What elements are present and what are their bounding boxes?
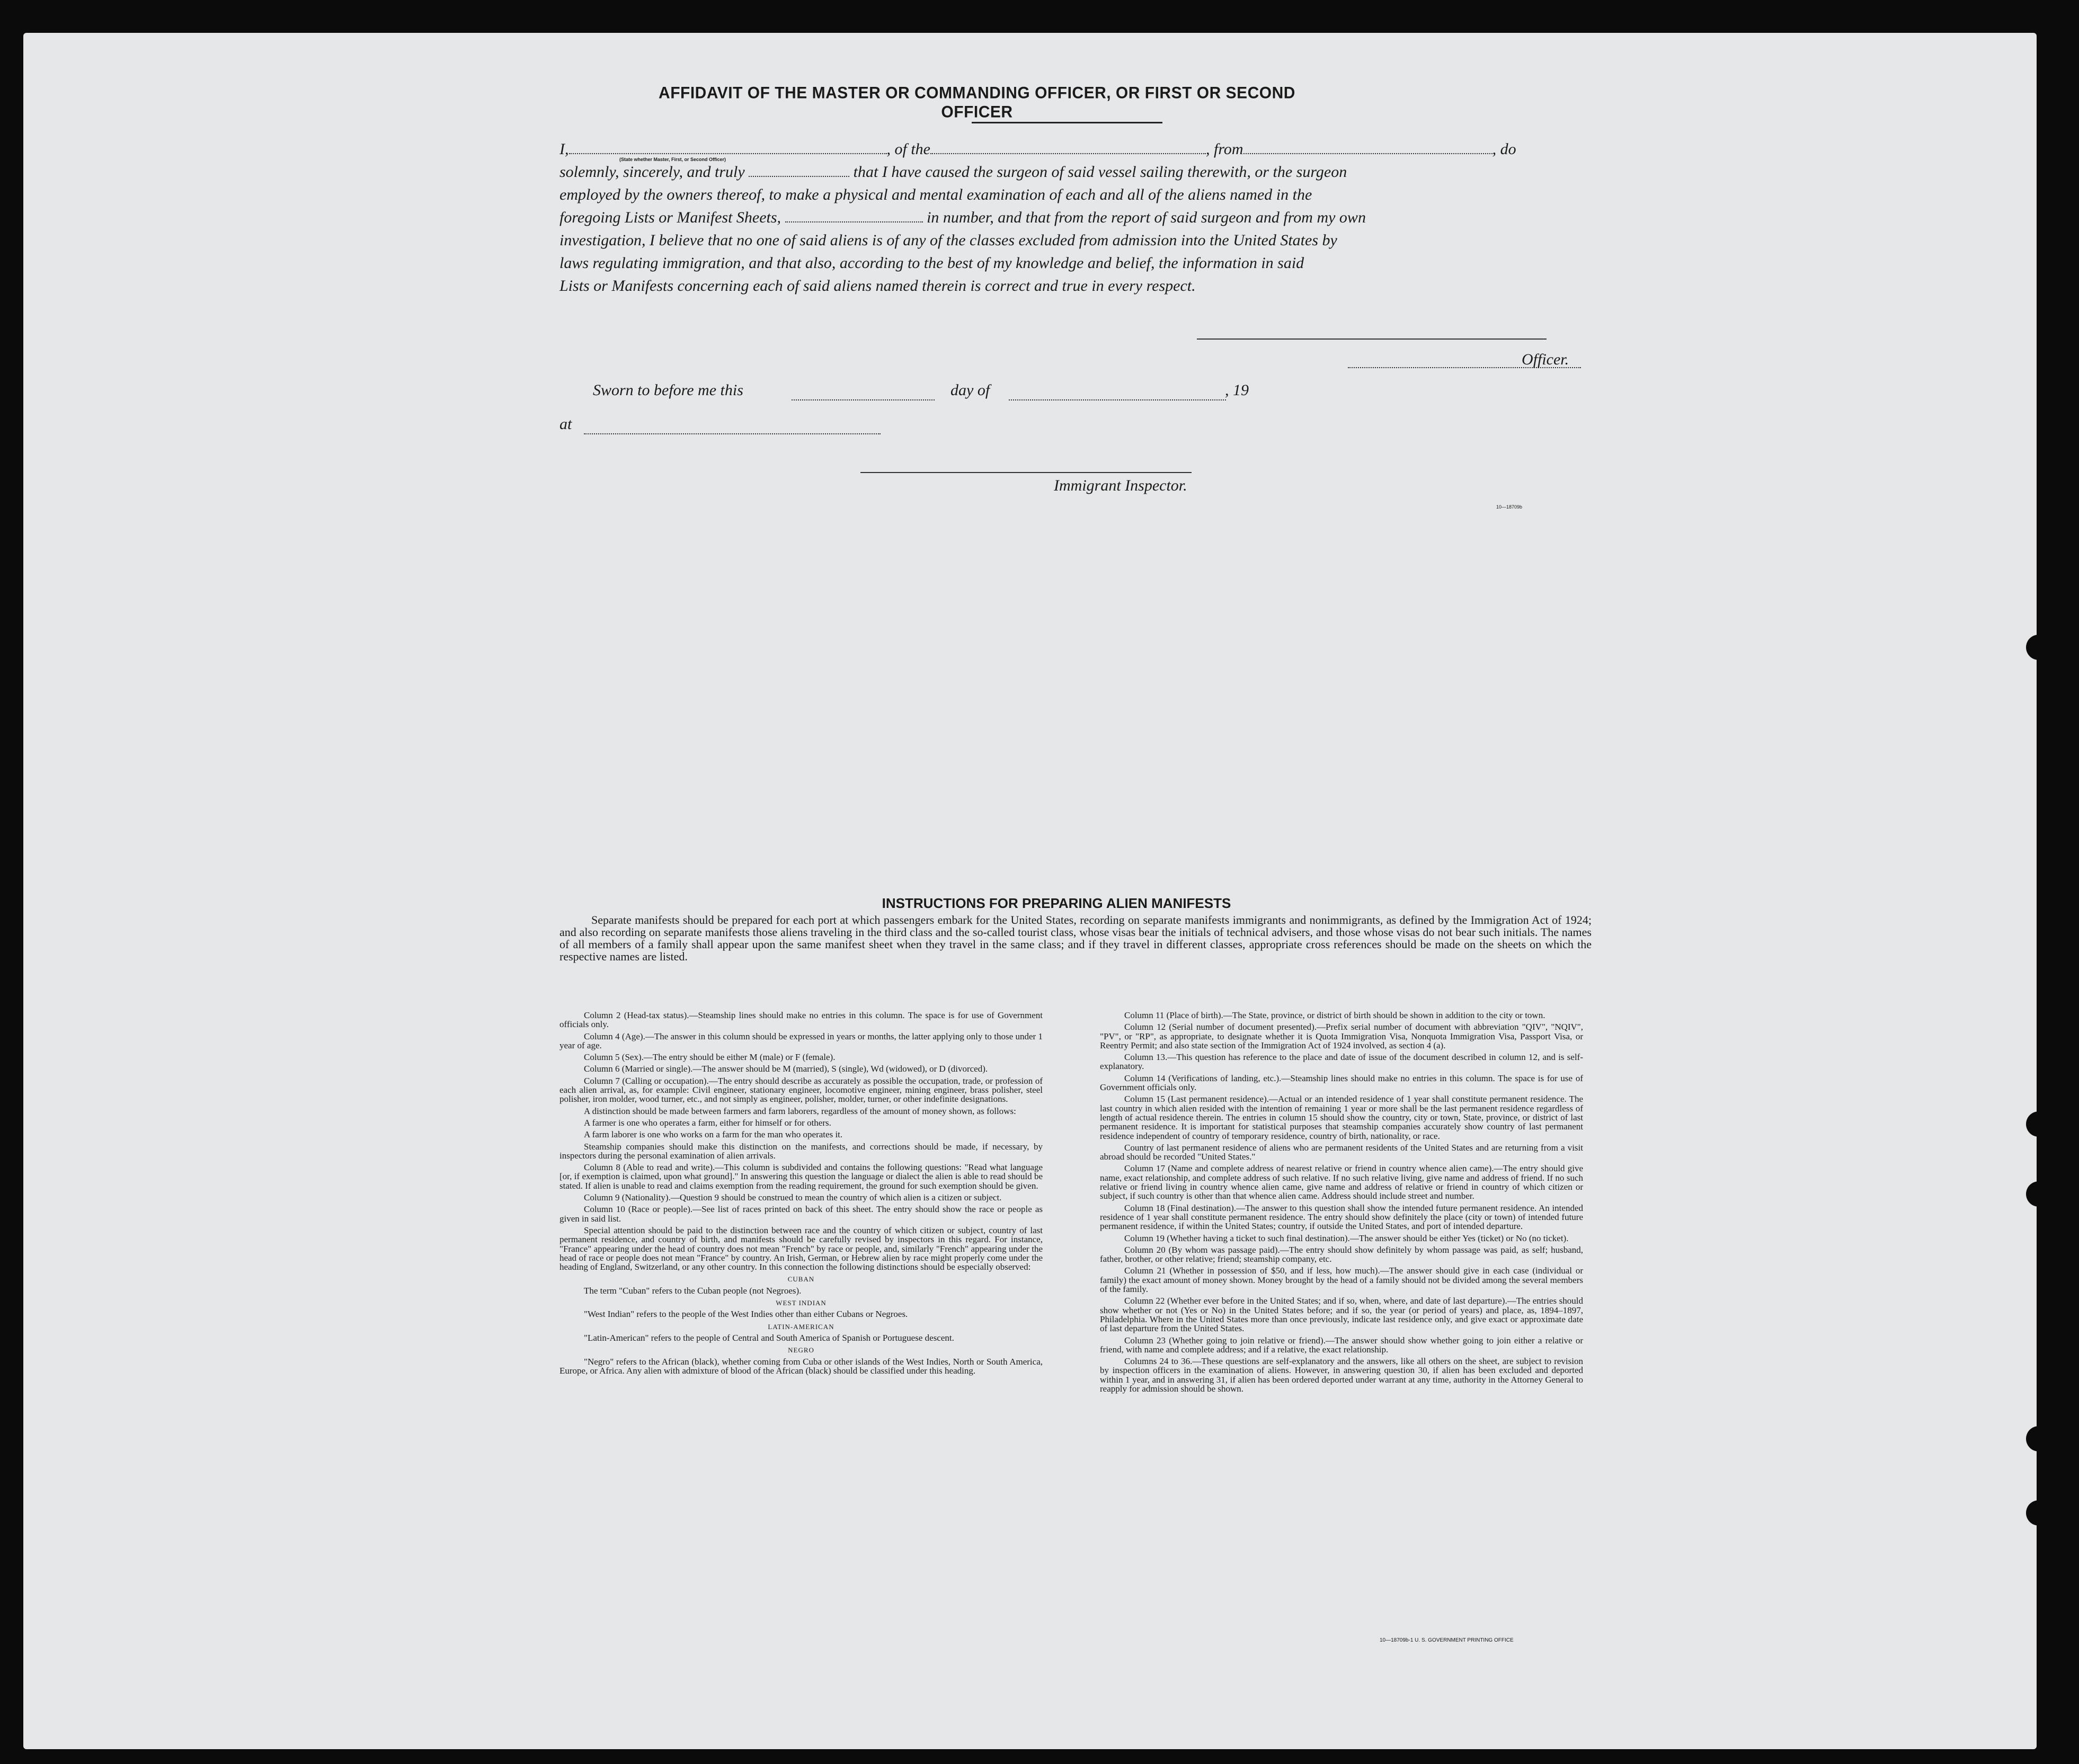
negro-heading: NEGRO (788, 1346, 814, 1355)
affidavit-in-number: in number, and that from the report of said surgeon and from my own (927, 209, 1366, 226)
instruction-paragraph: Column 23 (Whether going to join relative or friend).—The answer should show whether going to join either a relative or friend, with name and complete address; and if a relative, the exact relationship. (1100, 1335, 1583, 1355)
latin-american-definition: "Latin-American" refers to the people of Central and South America of Spanish or Portuguese descent. (584, 1332, 954, 1343)
year-prefix: , 19 (1225, 381, 1249, 399)
affidavit-line-3 (559, 183, 1592, 206)
instruction-paragraph: A farm laborer is one who works on a farm for the man who operates it. (584, 1129, 843, 1140)
instruction-paragraph: Column 15 (Last permanent residence).—Actual or an intended residence of 1 year shall constitute permanent residence. The last country in which alien resided with the intention of remaining 1 year or more shall be the last permanent residence regardless of length of actual residence therein. The entries in column 15 should show the country, city or town, State, province, or district of last permanent residence. It is important for statistical purposes that steamship companies accurately show country of last permanent residence independent of country of temporary residence, country of birth, nationality, or race. (1100, 1094, 1583, 1141)
officer-label: Officer. (1522, 351, 1569, 368)
negro-definition: "Negro" refers to the African (black), whether coming from Cuba or other islands of the West Indies, North or South America, Europe, or Africa. Any alien with admixture of blood of the African (black) should be classified under this heading. (559, 1356, 1043, 1376)
instruction-paragraph: A distinction should be made between farmers and farm laborers, regardless of the amount of money shown, as follows: (584, 1106, 1016, 1116)
instruction-paragraph: Column 9 (Nationality).—Question 9 should be construed to mean the country of which alien is a citizen or subject. (584, 1192, 1002, 1203)
instruction-paragraph: Column 19 (Whether having a ticket to such final destination).—The answer should be either Yes (ticket) or No (no ticket). (1124, 1233, 1569, 1243)
affidavit-line-6 (559, 252, 1592, 274)
affidavit-surgeon: that I have caused the surgeon of said vessel sailing therewith, or the surgeon (853, 163, 1347, 181)
affidavit-text: investigation, I believe that no one of said aliens is of any of the classes excluded from admission into the United States by (559, 231, 1337, 249)
inspector-label: Immigrant Inspector. (1054, 477, 1187, 494)
sworn-text: Sworn to before me this (593, 381, 743, 399)
latin-american-heading: LATIN-AMERICAN (768, 1322, 834, 1331)
binder-hole (2026, 1426, 2037, 1451)
affidavit-solemnly: solemnly, sincerely, and truly (559, 163, 745, 181)
inspector-signature-line[interactable] (860, 472, 1192, 473)
day-of-text: day of (950, 381, 990, 399)
instruction-paragraph: Column 11 (Place of birth).—The State, province, or district of birth should be shown in addition to the city or town. (1124, 1010, 1545, 1020)
binder-hole (2026, 635, 2037, 660)
cuban-definition: The term "Cuban" refers to the Cuban people (not Negroes). (584, 1285, 802, 1296)
instruction-paragraph: Column 4 (Age).—The answer in this column should be expressed in years or months, the latter applying only to those under 1 year of age. (559, 1031, 1043, 1050)
instruction-paragraph: Column 6 (Married or single).—The answer should be M (married), S (single), Wd (widowed), or D (divorced). (584, 1064, 988, 1074)
instruction-paragraph: Column 12 (Serial number of document presented).—Prefix serial number of document with abbreviation "QIV", "NQIV", "PV", or "RP", as appropriate, to designate whether it is Quota Immigration Visa, Nonquota Immigration Visa, Passport Visa, or Reentry Permit; and also state section of the Immigration Act of 1924 involved, as section 4 (a). (1100, 1022, 1583, 1050)
affidavit-from: , from (1206, 140, 1243, 158)
affidavit-do: , do (1492, 140, 1516, 158)
affidavit-title: AFFIDAVIT OF THE MASTER OR COMMANDING OFFICER, OR FIRST OR SECOND OFFICER (659, 84, 1295, 121)
instruction-paragraph: A farmer is one who operates a farm, either for himself or for others. (584, 1117, 831, 1128)
affidavit-line-4 (559, 206, 1592, 229)
west-indian-heading: WEST INDIAN (776, 1299, 827, 1307)
sworn-day-blank[interactable] (792, 387, 935, 400)
instruction-paragraph: Country of last permanent residence of aliens who are permanent residents of the United States and are returning from a visit abroad should be recorded "United States." (1100, 1142, 1583, 1162)
swear-affirm-blank[interactable] (749, 163, 849, 177)
form-number: 10—18709b (1496, 504, 1523, 510)
instructions-title: INSTRUCTIONS FOR PREPARING ALIEN MANIFESTS (882, 895, 1231, 911)
document-sheet (23, 33, 2037, 1749)
affidavit-text: Lists or Manifests concerning each of said aliens named therein is correct and true in every respect. (559, 277, 1196, 295)
instruction-paragraph: Column 10 (Race or people).—See list of races printed on back of this sheet. The entry should show the race or people as given in said list. (559, 1204, 1043, 1224)
affidavit-foregoing: foregoing Lists or Manifest Sheets, (559, 209, 781, 226)
officer-name-blank[interactable] (569, 140, 887, 154)
binder-hole (2026, 1111, 2037, 1137)
affidavit-line-2 (559, 161, 1592, 183)
west-indian-definition: "West Indian" refers to the people of the West Indies other than either Cubans or Negroes. (584, 1309, 908, 1320)
officer-rank-note: (State whether Master, First, or Second Officer) (619, 157, 726, 162)
sworn-place-blank[interactable] (584, 421, 881, 434)
binder-hole (2026, 1500, 2037, 1526)
instruction-paragraph: Column 5 (Sex).—The entry should be either M (male) or F (female). (584, 1052, 836, 1063)
instruction-paragraph: Column 20 (By whom was passage paid).—The entry should show definitely by whom passage was paid, as self; husband, father, brother, or other relative; friend; steamship company, etc. (1100, 1244, 1583, 1264)
vessel-name-blank[interactable] (930, 140, 1206, 154)
instruction-paragraph: Column 22 (Whether ever before in the United States; and if so, when, where, and date of last departure).—The entries should show whether or not (Yes or No) in the United States before; and if so, the year (or period of years) and place, as, 1894–1897, Philadelphia. Where in the United States more than once previously, indicate last residence only, and give exact or approximate date of last departure from the United States. (1100, 1296, 1583, 1334)
binder-hole (2026, 1181, 2037, 1207)
instruction-paragraph: Steamship companies should make this distinction on the manifests, and corrections should be made, if necessary, by inspectors during the personal examination of alien arrivals. (559, 1141, 1043, 1161)
instruction-paragraph: Columns 24 to 36.—These questions are self-explanatory and the answers, like all others on the sheet, are subject to revision by inspection officers in the examination of aliens. However, in answering question 30, if alien has been excluded and deported within 1 year, and in answering 31, if alien has been ordered deported under warrant at any time, authority in the Attorney General to reapply for admission should be shown. (1100, 1356, 1583, 1394)
printing-office-footer: 10—18709b-1 U. S. GOVERNMENT PRINTING OFFICE (1380, 1637, 1514, 1643)
port-from-blank[interactable] (1243, 140, 1492, 154)
instruction-paragraph: Special attention should be paid to the distinction between race and the country of which citizen or subject, country of last permanent residence, and country of birth, and manifests should be carefully revised by inspectors in this regard. For instance, "France" appearing under the head of country does not mean "French" by race or people, and, similarly "French" appearing under the head of race or people does not mean "France" by country. An Irish, German, or Hebrew alien by race might properly come under the heading of England, Switzerland, or any other country. In this connection the following distinctions should be especially observed: (559, 1225, 1043, 1272)
affidavit-line-5 (559, 229, 1592, 252)
affidavit-body (559, 138, 1592, 297)
instruction-paragraph: Column 17 (Name and complete address of nearest relative or friend in country whence alien came).—The entry should give name, exact relationship, and complete address of such relative. If no such relative living, give name and address of friend. If no such relative or friend living in country whence alien came, give name and address of relative or friend in country of which citizen or subject, if such country is other than that whence alien came. Address should include street and number. (1100, 1163, 1583, 1201)
sheet-count-blank[interactable] (785, 209, 923, 222)
at-text: at (559, 415, 572, 433)
instructions-right-column (1100, 1011, 1583, 1396)
sworn-month-blank[interactable] (1009, 387, 1226, 400)
affidavit-text: laws regulating immigration, and that also, according to the best of my knowledge and belief, the information in said (559, 254, 1304, 272)
title-rule (972, 122, 1162, 123)
instruction-paragraph: Column 18 (Final destination).—The answer to this question shall show the intended future permanent residence. An intended residence of 1 year shall constitute permanent residence. The entry should show definitely the place (city or town) of intended future permanent residence, if within the United States; country, if outside the United States, and port of intended departure. (1100, 1202, 1583, 1232)
cuban-heading: CUBAN (787, 1275, 815, 1284)
instruction-paragraph: Column 13.—This question has reference to the place and date of issue of the document described in column 12, and is self-explanatory. (1100, 1052, 1583, 1072)
affidavit-of-the: , of the (886, 140, 930, 158)
affidavit-line-7 (559, 274, 1592, 297)
signature-line[interactable] (1197, 338, 1547, 340)
instruction-paragraph: Column 8 (Able to read and write).—This column is subdivided and contains the following questions: "Read what language [or, if exemption is claimed, upon what ground]." In answering this question the language or dialect the alien is able to read should be stated. If alien is unable to read and claims exemption from the reading requirement, the ground for such exemption should be given. (559, 1162, 1043, 1191)
instruction-paragraph: Column 7 (Calling or occupation).—The entry should describe as accurately as possible the occupation, trade, or profession of each alien arrival, as, for example: Civil engineer, stationary engineer, locomotive engineer, mining engineer, brass polisher, steel polisher, iron molder, wood turner, etc., and not simply as engineer, polisher, molder, turner, or other indefinite designations. (559, 1075, 1043, 1104)
instructions-left-column (559, 1011, 1043, 1378)
affidavit-text: employed by the owners thereof, to make a physical and mental examination of each and all of the aliens named in the (559, 186, 1312, 203)
instructions-intro: Separate manifests should be prepared for each port at which passengers embark for the United States, recording on separate manifests immigrants and nonimmigrants, as defined by the Immigration Act of 1924; and also recording on separate manifests those aliens traveling in the third class and the so-called tourist class, whose visas bear the initials of technical advisers, and those whose visas do not bear such initials. The names of all members of a family shall appear upon the same manifest sheet when they travel in the same class; and if they travel in different classes, appropriate cross references should be made on the sheets on which the respective names are listed. (559, 913, 1592, 963)
affidavit-i: I, (559, 140, 569, 158)
instruction-paragraph: Column 2 (Head-tax status).—Steamship lines should make no entries in this column. The space is for use of Government officials only. (559, 1010, 1043, 1030)
instruction-paragraph: Column 21 (Whether in possession of $50, and if less, how much).—The answer should give in each case (individual or family) the exact amount of money shown. Money brought by the head of a family should not be divided among the several members of the family. (1100, 1266, 1583, 1295)
affidavit-line-1 (559, 138, 1592, 161)
instruction-paragraph: Column 14 (Verifications of landing, etc.).—Steamship lines should make no entries in this column. The space is for use of Government officials only. (1100, 1073, 1583, 1093)
